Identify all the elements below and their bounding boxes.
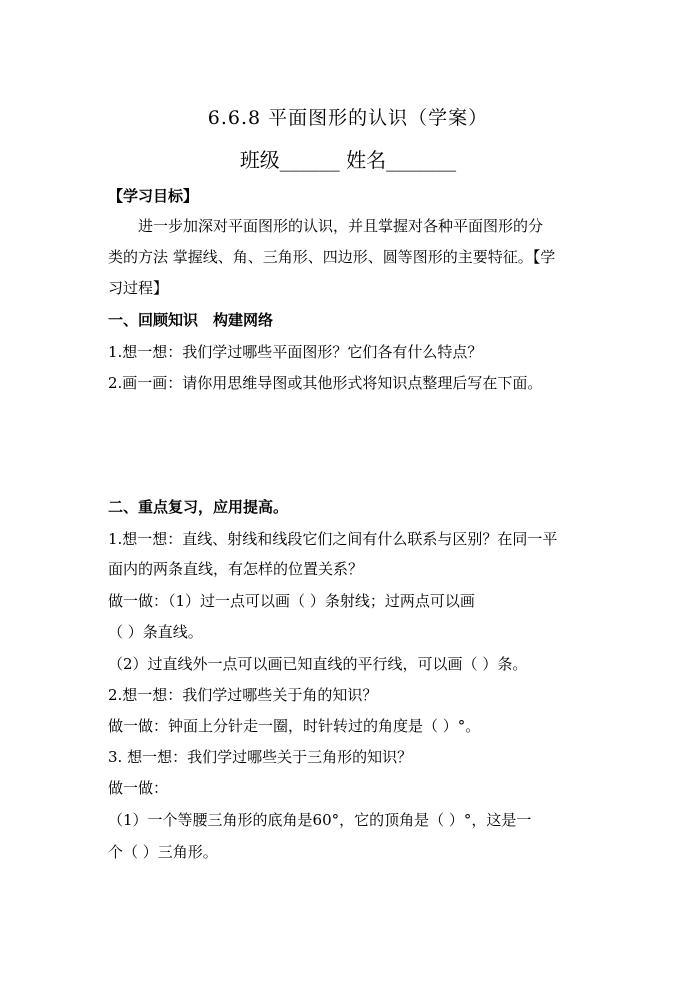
section1-heading: 一、回顾知识 构建网络 xyxy=(108,311,274,329)
section2-exercise-1-line-3: （2）过直线外一点可以画已知直线的平行线，可以画（ ）条。 xyxy=(108,655,528,673)
document-title: 6.6.8 平面图形的认识（学案） xyxy=(207,107,489,129)
goal-text-line-1: 进一步加深对平面图形的认识，并且掌握对各种平面图形的分 xyxy=(108,217,544,235)
section2-exercise-3-line-1: （1）一个等腰三角形的底角是60°，它的顶角是（ ）°，这是一 xyxy=(108,811,532,829)
section2-item-1-line-1: 1.想一想：直线、射线和线段它们之间有什么联系与区别？在同一平 xyxy=(108,530,558,548)
section2-item-1-line-2: 面内的两条直线，有怎样的位置关系？ xyxy=(108,560,364,578)
section2-item-2: 2.想一想：我们学过哪些关于角的知识？ xyxy=(108,686,378,704)
goal-heading: 【学习目标】 xyxy=(108,187,199,205)
section2-exercise-1-line-1: 做一做：（1）过一点可以画（ ）条射线；过两点可以画 xyxy=(108,592,475,610)
section1-item-1: 1.想一想：我们学过哪些平面图形？它们各有什么特点？ xyxy=(108,343,483,361)
section2-heading: 二、重点复习，应用提高。 xyxy=(108,498,289,516)
goal-text-line-3: 习过程】 xyxy=(108,279,169,297)
section2-exercise-1-line-2: （ ）条直线。 xyxy=(108,623,203,641)
section2-exercise-3-label: 做一做： xyxy=(108,779,169,797)
section2-exercise-3-line-2: 个（ ）三角形。 xyxy=(108,843,218,861)
section2-exercise-2: 做一做：钟面上分针走一圈，时针转过的角度是（ ）°。 xyxy=(108,717,481,735)
class-name-line: 班级______ 姓名_______ xyxy=(239,148,457,172)
goal-text-line-2: 类的方法 掌握线、角、三角形、四边形、圆等图形的主要特征。【学 xyxy=(108,248,556,266)
section1-item-2: 2.画一画：请你用思维导图或其他形式将知识点整理后写在下面。 xyxy=(108,374,543,392)
section2-item-3: 3. 想一想：我们学过哪些关于三角形的知识？ xyxy=(108,748,413,766)
